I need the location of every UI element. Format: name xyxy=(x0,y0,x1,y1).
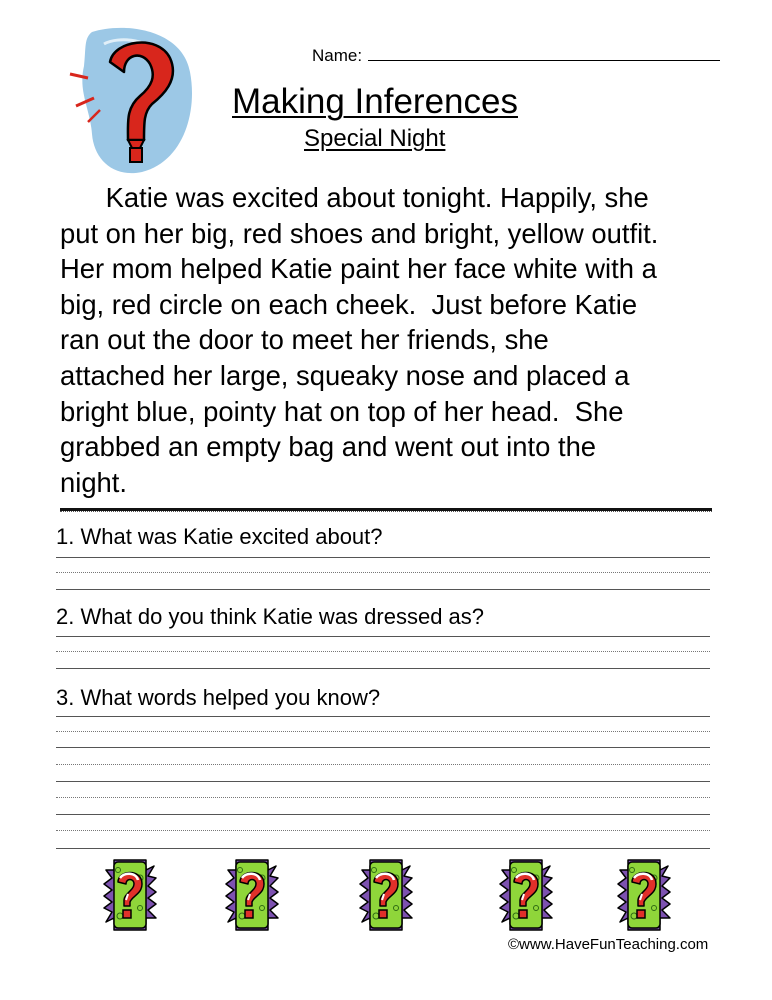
passage-line: big, red circle on each cheek. Just before Katie xyxy=(60,288,638,320)
answer-line[interactable] xyxy=(56,781,710,782)
answer-line[interactable] xyxy=(56,747,710,748)
answer-guide-line xyxy=(56,830,710,831)
question-mark-clipart-icon xyxy=(62,22,202,182)
answer-guide-line xyxy=(56,764,710,765)
answer-guide-line xyxy=(56,572,710,573)
answer-line[interactable] xyxy=(56,848,710,849)
question-monster-icon xyxy=(356,856,416,934)
answer-line[interactable] xyxy=(56,814,710,815)
worksheet-subtitle: Special Night xyxy=(304,125,446,152)
question-2: 2. What do you think Katie was dressed as? xyxy=(56,604,485,629)
passage-line: put on her big, red shoes and bright, yellow outfit. xyxy=(60,217,659,249)
question-3: 3. What words helped you know? xyxy=(56,685,381,710)
answer-line[interactable] xyxy=(56,668,710,669)
name-label: Name: xyxy=(312,46,363,65)
question-monster-icon xyxy=(100,856,160,934)
passage-line: ran out the door to meet her friends, she xyxy=(60,324,549,356)
answer-guide-line xyxy=(56,797,710,798)
passage-line: Her mom helped Katie paint her face white with a xyxy=(60,253,657,285)
answer-line[interactable] xyxy=(56,557,710,558)
name-blank-line[interactable] xyxy=(368,44,720,61)
passage-line: bright blue, pointy hat on top of her head. She xyxy=(60,395,624,427)
worksheet-title: Making Inferences xyxy=(232,82,518,121)
answer-guide-line xyxy=(56,651,710,652)
copyright-footer: ©www.HaveFunTeaching.com xyxy=(508,936,709,953)
reading-passage xyxy=(60,180,728,500)
answer-line[interactable] xyxy=(56,716,710,717)
section-divider-shadow xyxy=(60,511,712,512)
passage-line: Katie was excited about tonight. Happily, she xyxy=(60,182,649,213)
answer-line[interactable] xyxy=(56,636,710,637)
question-monster-icon xyxy=(614,856,674,934)
question-1: 1. What was Katie excited about? xyxy=(56,524,383,549)
question-monster-icon xyxy=(222,856,282,934)
answer-line[interactable] xyxy=(56,589,710,590)
passage-line: attached her large, squeaky nose and placed a xyxy=(60,359,630,391)
passage-line: grabbed an empty bag and went out into the xyxy=(60,431,597,463)
answer-guide-line xyxy=(56,731,710,732)
name-field xyxy=(312,44,720,66)
passage-line: night. xyxy=(60,466,128,498)
question-monster-icon xyxy=(496,856,556,934)
